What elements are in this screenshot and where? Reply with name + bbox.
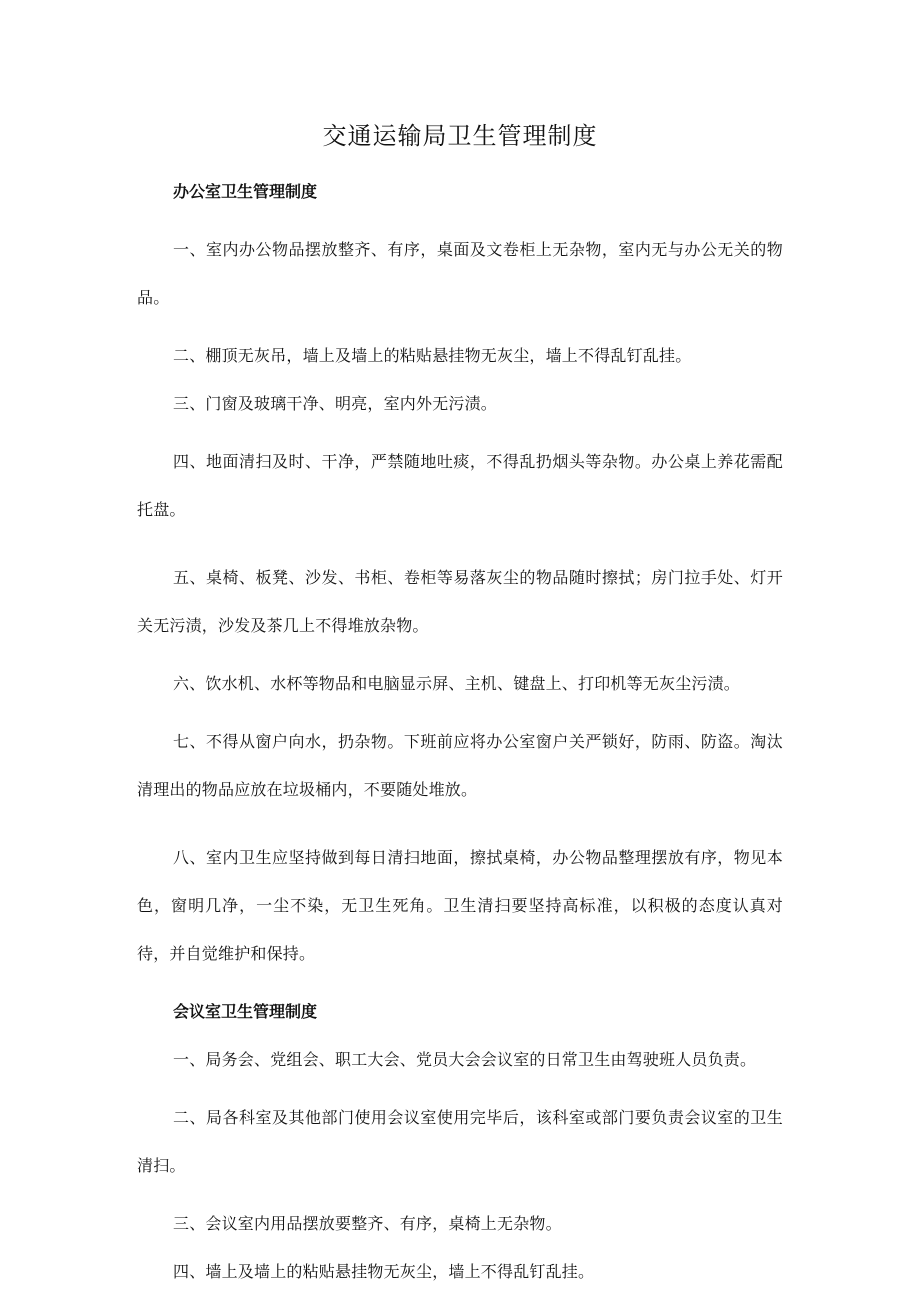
- paragraph: 七、不得从窗户向水，扔杂物。下班前应将办公室窗户关严锁好，防雨、防盗。淘汰清理出的物品应放在垃圾桶内，不要随处堆放。: [137, 732, 783, 799]
- paragraph: 三、会议室内用品摆放要整齐、有序，桌椅上无杂物。: [173, 1214, 562, 1233]
- section-meeting-room: [137, 998, 783, 1286]
- paragraph: 三、门窗及玻璃干净、明亮，室内外无污渍。: [173, 394, 498, 413]
- paragraph: 二、局各科室及其他部门使用会议室使用完毕后，该科室或部门要负责会议室的卫生清扫。: [137, 1108, 783, 1175]
- paragraph: 一、局务会、党组会、职工大会、党员大会会议室的日常卫生由驾驶班人员负责。: [173, 1050, 757, 1069]
- section-heading: 会议室卫生管理制度: [173, 1002, 318, 1021]
- document-title: 交通运输局卫生管理制度: [322, 122, 598, 150]
- paragraph: 二、棚顶无灰吊，墙上及墙上的粘贴悬挂物无灰尘，墙上不得乱钉乱挂。: [173, 346, 692, 365]
- paragraph: 六、饮水机、水杯等物品和电脑显示屏、主机、键盘上、打印机等无灰尘污渍。: [173, 674, 741, 693]
- paragraph: 四、地面清扫及时、干净，严禁随地吐痰，不得乱扔烟头等杂物。办公桌上养花需配托盘。: [137, 452, 783, 519]
- paragraph: 一、室内办公物品摆放整齐、有序，桌面及文卷柜上无杂物，室内无与办公无关的物品。: [137, 240, 783, 307]
- paragraph: 八、室内卫生应坚持做到每日清扫地面，擦拭桌椅，办公物品整理摆放有序，物见本色，窗明几净，一尘不染，无卫生死角。卫生清扫要坚持高标准，以积极的态度认真对待，并自觉维护和保持。: [137, 848, 783, 963]
- section-office: [137, 178, 783, 978]
- section-heading: 办公室卫生管理制度: [173, 182, 318, 201]
- paragraph: 五、桌椅、板凳、沙发、书柜、卷柜等易落灰尘的物品随时擦拭；房门拉手处、灯开关无污渍，沙发及茶几上不得堆放杂物。: [137, 568, 783, 635]
- paragraph: 四、墙上及墙上的粘贴悬挂物无灰尘，墙上不得乱钉乱挂。: [173, 1262, 595, 1281]
